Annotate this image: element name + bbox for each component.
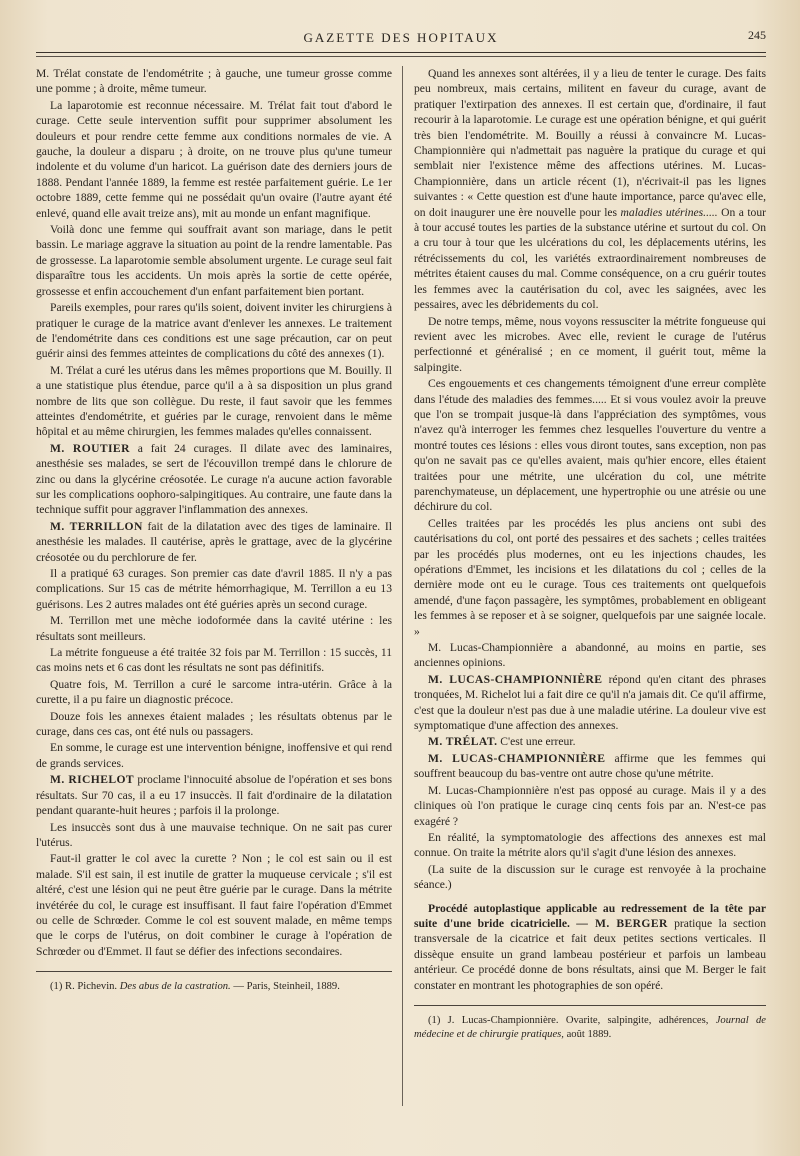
footnote (36, 980, 392, 994)
paragraph: Les insuccès sont dus à une mauvaise technique. On ne sait pas curer l'utérus. (36, 820, 392, 849)
footnote-journal: Journal de médecine et de chirurgie pratiques, (414, 1014, 766, 1040)
right-column (414, 66, 766, 1043)
footnote-publisher: — Paris, Steinheil, 1889. (233, 981, 340, 993)
speaker-name: M. RICHELOT (50, 773, 135, 787)
speaker-text: fait de la dilatation avec des tiges de laminaire. Il anesthésie les malades. Il cautérise, après le grattage, avec de la glycérine créosotée ou du perchlorure de fer. (36, 519, 393, 564)
paragraph: Pareils exemples, pour rares qu'ils soient, doivent inviter les chirurgiens à pratiquer le curage de la matrice avant d'enlever les annexes. Le traitement de l'endométrite dans ces conditions est une sage précaution, car on peut guérir ainsi des femmes atteintes de complications du côté des annexes (1). (36, 301, 392, 361)
speaker-text: pratique la section transversale de la cicatrice et fait deux petites sections verticales. Il dissèque ensuite un grand lambeau postérieur et parfois un lambeau antérieur. Ce procédé donne de bons résultats, ainsi que M. Berger le fait constater en montrant les photographies de son opéré. (414, 916, 766, 992)
paragraph (414, 66, 766, 313)
footnote (414, 1014, 766, 1042)
footnote-date: août 1889. (566, 1028, 612, 1040)
speaker-text: répond qu'en citant des phrases tronquées, M. Richelot lui a fait dire ce qu'il n'a jamais dit. Ce qu'il affirme, c'est que la douleur n'est pas due à une maladie utérine. La douleur vive est symptomatique d'une affection des annexes. (414, 672, 767, 733)
footnote-rule (36, 971, 392, 972)
paragraph-lucas-1 (414, 672, 766, 734)
speaker-name: M. LUCAS-CHAMPIONNIÈRE (428, 751, 606, 765)
paragraph: Voilà donc une femme qui souffrait avant son mariage, dans le petit bassin. Le mariage aggrave la situation au point de la rendre lamentable. Pas de grossesse. La laparotomie semble absolument urgente. Le curage seul fait disparaître tous les accidents. Un mois après la sortie de cette opérée, grossesse et enfin accouchement d'un enfant parfaitement bien portant. (36, 223, 392, 298)
paragraph: Ces engouements et ces changements témoignent d'une erreur complète dans l'étude des maladies des femmes..... Et si vous voulez avoir la preuve que l'on se trompait jusque-là dans l'appréciation des symptômes, vous n'avez qu'à interroger les femmes chez lesquelles l'ouverture du ventre a montré toutes ces lésions : elles vous diront toutes, sans exception, non pas qu'on ne savait pas ce qu'elles avaient, mais qu'hier encore, elles étaient traitées pour une métrite, une ulcération du col, une métrite parenchymateuse, un déplacement, une hypertrophie ou une atrésie ou une déchirure du col. (414, 377, 766, 514)
speaker-text: affirme que les femmes qui souffrent beaucoup du bas-ventre ont autre chose qu'une métrite. (414, 751, 766, 781)
footnote-title: Des abus de la castration. (119, 981, 231, 993)
paragraph: De notre temps, même, nous voyons ressusciter la métrite fongueuse qui revient avec les microbes. Avec elle, revient le curage de l'utérus perfectionné et généralisé ; en ce moment, il guérit tout, même la salpingite. (414, 314, 766, 374)
footnote-author: (1) J. Lucas-Championnière. Ovarite, salpingite, adhérences, (428, 1014, 709, 1026)
speaker-name: — M. BERGER (576, 916, 668, 930)
speaker-name: M. TRÉLAT. (428, 735, 498, 749)
footnote-author: (1) R. Pichevin. (50, 981, 118, 993)
paragraph: M. Trélat constate de l'endométrite ; à gauche, une tumeur grosse comme une pomme ; à droite, même tumeur. (36, 67, 392, 96)
paragraph-text: Quand les annexes sont altérées, il y a lieu de tenter le curage. Des faits peu nombreux, mais certains, militent en faveur du curage, avant de pratiquer l'extirpation des annexes. Il est certain que, d'ordinaire, il faut recourir à la laparotomie. Le curage est une opération bénigne, et qui guérit très bien l'endométrite. M. Bouilly a réussi à convaincre M. Lucas-Championnière qui n'admettait pas naguère la pratique du curage et qui semblait nier l'existence même des affections utérines. M. Lucas-Championnière, dans un article récent (1), n'écrivait-il pas les lignes suivantes : « Cette question est d'une haute importance, parce qu'avec elle, on doit inaugurer une ère nouvelle pour les (414, 67, 766, 219)
paragraph: Douze fois les annexes étaient malades ; les résultats obtenus par le curage, dans ces cas, ont été nuls ou passagers. (36, 709, 392, 739)
paragraph: Il a pratiqué 63 curages. Son premier cas date d'avril 1885. Il n'y a pas complications. Sur 15 cas de métrite hémorrhagique, M. Terrillon a eu 13 guérisons. Les 2 autres malades ont été guéries après un second curage. (36, 567, 392, 611)
paragraph: En somme, le curage est une intervention bénigne, inoffensive et qui rend de grands services. (36, 741, 392, 770)
paragraph: M. Lucas-Championnière a abandonné, au moins en partie, ses anciennes opinions. (414, 641, 766, 670)
paragraph: (La suite de la discussion sur le curage est renvoyée à la prochaine séance.) (414, 862, 766, 892)
speaker-text: C'est une erreur. (500, 735, 576, 749)
paragraph-lucas-2 (414, 751, 766, 782)
paragraph: M. Terrillon met une mèche iodoformée dans la cavité utérine : les résultats sont meilleurs. (36, 614, 392, 643)
speaker-text: proclame l'innocuité absolue de l'opération et ses bons résultats. Sur 70 cas, il a eu 17 insuccès. Il fait d'ordinaire de la dilatation pendant quarante-huit heures ; parfois il la prolonge. (36, 773, 392, 818)
paragraph: La laparotomie est reconnue nécessaire. M. Trélat fait tout d'abord le curage. Cette seule intervention suffit pour supprimer absolument les douleurs et pour rendre cette femme aux conditions normales de vie. A gauche, la douleur a disparu ; à droite, on ne trouve plus qu'une tumeur indolente et du volume d'un haricot. La guérison date des derniers jours de 1888. Pendant l'année 1889, la femme est restée parfaitement guérie. Le 1er octobre 1889, cette femme qui ne possédait qu'un ovaire (l'autre ayant été enlevé, quand elle avait treize ans), mit au monde un enfant magnifique. (36, 98, 392, 220)
speaker-name: M. LUCAS-CHAMPIONNIÈRE (428, 672, 603, 686)
italic-phrase: maladies utérines..... (620, 205, 718, 219)
paragraph-routier (36, 441, 392, 518)
paragraph: M. Lucas-Championnière n'est pas opposé au curage. Mais il y a des cliniques où l'on pratique le curage cinq cents fois par an. N'est-ce pas exagéré ? (414, 783, 766, 828)
speaker-name: M. ROUTIER (50, 441, 130, 455)
footnote-rule (414, 1005, 766, 1006)
paragraph: Celles traitées par les procédés les plus anciens ont subi des cautérisations du col, ont porté des pessaires et des sachets ; celles traitées par les procédés plus modernes, ont eu les injections chaudes, les opérations d'Emmet, les incisions et les dilatations du col ; celles de la dernière mode ont eu le curage. Tous ces traitements ont quelquefois amendé, d'une façon passagère, les symptômes, probablement en obligeant les femmes à se reposer et à se soigner, quelquefois par une saignée locale. » (414, 516, 766, 638)
paragraph: M. Trélat a curé les utérus dans les mêmes proportions que M. Bouilly. Il a une statistique plus étendue, parce qu'il a à sa disposition un plus grand nombre de lits que son collègue. Du reste, il faut savoir que les femmes atteintes d'endométrite, et guéries par le curage, renvoient dans le même hôpital et au même chirurgien, les femmes malades qu'elles connaissent. (36, 363, 392, 439)
column-divider (402, 66, 403, 1106)
paragraph: Faut-il gratter le col avec la curette ? Non ; le col est sain ou il est malade. S'il est sain, il est inutile de gratter la muqueuse cervicale ; s'il est altéré, c'est une lésion qui ne peut être guérie par le curage. Dans la métrite invétérée du col, le curage est insuffisant. Il faut faire l'opération d'Emmet ou celle de Schrœder. Comme le col est souvent malade, en même temps que le corps de l'utérus, on doit combiner le curage à l'opération de Schrœder ou d'Emmet. Il faut se défier des infections secondaires. (36, 852, 392, 958)
speaker-text: a fait 24 curages. Il dilate avec des laminaires, anesthésie ses malades, se sert de l'écouvillon trempé dans le chlorure de zinc ou dans la glycérine créosotée. Le curage n'a aucune action favorable sur les complications oophoro-salpingitiques. Au contraire, une faute dans la technique suffit pour aggraver l'inflammation des annexes. (36, 441, 392, 517)
paragraph-procede (414, 901, 766, 993)
running-header (36, 28, 766, 50)
paragraph-richelot (36, 772, 392, 818)
paragraph-text: On a tour à tour accusé toutes les parties de la substance utérine et surtout du col. On a cru tour à tour que les ulcérations du col, les déplacements utérins, les rétrécissements du col, les variétés extraordinairement nombreuses de métrites étaient causes du mal. Comme conséquence, on a cru guérir toutes les femmes avec la cautérisation du col, avec les saignées, avec les pessaires, avec les débridements du col. (414, 205, 767, 312)
header-rule-thin (36, 56, 766, 57)
speaker-name: M. TERRILLON (50, 519, 143, 533)
paragraph-trelat (414, 734, 766, 749)
paragraph-terrillon (36, 519, 392, 565)
paragraph: Quatre fois, M. Terrillon a curé le sarcome intra-utérin. Grâce à la curette, il a pu faire un diagnostic précoce. (36, 677, 392, 707)
section-title: Procédé autoplastique applicable au redressement de la tête par suite d'une bride cicatricielle. (414, 901, 766, 930)
paragraph: En réalité, la symptomatologie des affections des annexes est mal connue. On traite la métrite alors qu'il s'agit d'une lésion des annexes. (414, 830, 766, 860)
left-column (36, 66, 392, 995)
header-rule (36, 52, 766, 53)
journal-title: GAZETTE DES HOPITAUX (303, 30, 499, 45)
page-number: 245 (748, 28, 766, 42)
paragraph: La métrite fongueuse a été traitée 32 fois par M. Terrillon : 15 succès, 11 cas moins nets et 6 cas dont les résultats ne sont pas définitifs. (36, 646, 392, 675)
